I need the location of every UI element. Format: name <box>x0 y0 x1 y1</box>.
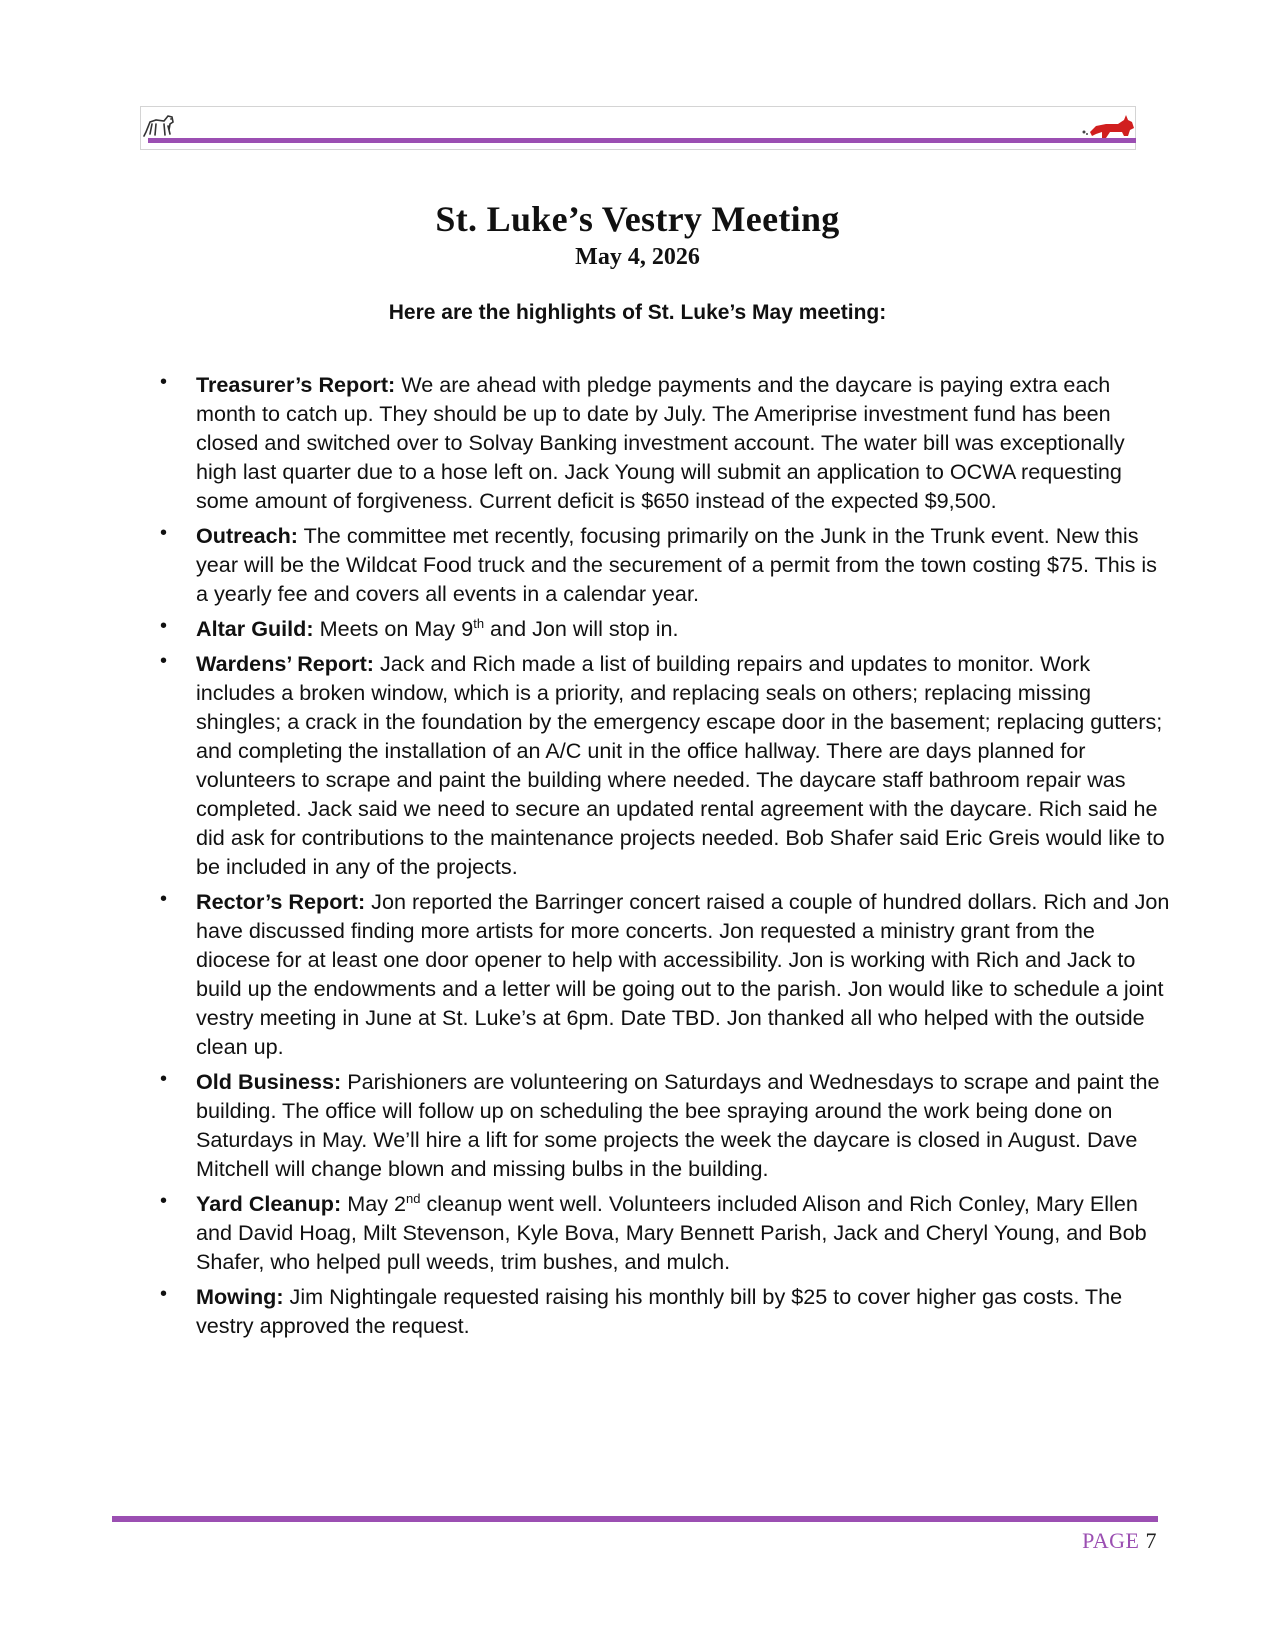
ordinal-suffix: nd <box>406 1190 421 1206</box>
item-text: May 2 <box>341 1191 407 1216</box>
item-text-continued: and Jon will stop in. <box>484 616 679 641</box>
list-item-treasurers-report <box>160 370 1170 515</box>
item-text: We are ahead with pledge payments and the daycare is paying extra each month to catch up. They should be up to date by July. The Ameriprise investment fund has been closed and switched over to Solvay Banking investment account. The water bill was exceptionally high last quarter due to a hose left on. Jack Young will submit an application to OCWA requesting some amount of forgiveness. Current deficit is $650 instead of the expected $9,500. <box>196 372 1125 513</box>
list-item-yard-cleanup <box>160 1189 1170 1276</box>
ordinal-suffix: th <box>473 615 485 631</box>
bullet-icon: • <box>160 1068 168 1090</box>
item-heading: Altar Guild: <box>196 616 314 641</box>
dog-sketch-icon <box>142 108 178 140</box>
page-number <box>1082 1528 1157 1554</box>
bullet-icon: • <box>160 371 168 393</box>
item-heading: Mowing: <box>196 1284 284 1309</box>
item-heading: Wardens’ Report: <box>196 651 374 676</box>
item-heading: Yard Cleanup: <box>196 1191 342 1216</box>
item-text: Parishioners are volunteering on Saturdays and Wednesdays to scrape and paint the building. The office will follow up on scheduling the bee spraying around the work being done on Saturdays in May. We’ll hire a lift for some projects the week the daycare is closed in August. Dave Mitchell will change blown and missing bulbs in the building. <box>196 1069 1160 1181</box>
bullet-icon: • <box>160 522 168 544</box>
bullet-icon: • <box>160 615 168 637</box>
list-item-rectors-report <box>160 887 1170 1061</box>
bullet-icon: • <box>160 1190 168 1212</box>
header-rule <box>148 138 1136 143</box>
item-text-continued: cleanup went well. Volunteers included Alison and Rich Conley, Mary Ellen and David Hoag, Milt Stevenson, Kyle Bova, Mary Bennett Parish, Jack and Cheryl Young, and Bob Shafer, who helped pull weeds, trim bushes, and mulch. <box>196 1191 1147 1274</box>
item-heading: Treasurer’s Report: <box>196 372 396 397</box>
list-item-outreach <box>160 521 1170 608</box>
bullet-icon: • <box>160 1283 168 1305</box>
highlights-list <box>160 370 1170 1346</box>
item-text: Jim Nightingale requested raising his monthly bill by $25 to cover higher gas costs. The vestry approved the request. <box>196 1284 1123 1338</box>
bullet-icon: • <box>160 650 168 672</box>
header-frame <box>140 106 1136 150</box>
item-text: Jon reported the Barringer concert raised a couple of hundred dollars. Rich and Jon have discussed finding more artists for more concerts. Jon requested a ministry grant from the diocese for at least one door opener to help with accessibility. Jon is working with Rich and Jack to build up the endowments and a letter will be going out to the parish. Jon would like to schedule a joint vestry meeting in June at St. Luke’s at 6pm. Date TBD. Jon thanked all who helped with the outside clean up. <box>196 889 1170 1059</box>
item-heading: Rector’s Report: <box>196 889 366 914</box>
list-item-altar-guild <box>160 614 1170 643</box>
item-text: The committee met recently, focusing primarily on the Junk in the Trunk event. New this year will be the Wildcat Food truck and the securement of a permit from the town costing $75. This is a yearly fee and covers all events in a calendar year. <box>196 523 1157 606</box>
intro-text: Here are the highlights of St. Luke’s May meeting: <box>388 301 887 324</box>
item-text: Meets on May 9 <box>313 616 474 641</box>
list-item-wardens-report <box>160 649 1170 881</box>
bullet-icon: • <box>160 888 168 910</box>
footer-rule <box>112 1516 1158 1522</box>
item-text: Jack and Rich made a list of building repairs and updates to monitor. Work includes a broken window, which is a priority, and replacing seals on others; replacing missing shingles; a crack in the foundation by the emergency escape door in the basement; replacing gutters; and completing the installation of an A/C unit in the office hallway. There are days planned for volunteers to scrape and paint the building where needed. The daycare staff bathroom repair was completed. Jack said we need to secure an updated rental agreement with the daycare. Rich said he did ask for contributions to the maintenance projects needed. Bob Shafer said Eric Greis would like to be included in any of the projects. <box>196 651 1165 879</box>
red-bull-icon <box>1080 112 1138 140</box>
list-item-mowing <box>160 1282 1170 1340</box>
list-item-old-business <box>160 1067 1170 1183</box>
item-heading: Outreach: <box>196 523 298 548</box>
page-title: St. Luke’s Vestry Meeting <box>435 199 840 239</box>
meeting-date: May 4, 2026 <box>575 244 700 270</box>
page-label-text: PAGE <box>1082 1528 1140 1553</box>
page-number-value: 7 <box>1145 1528 1157 1553</box>
item-heading: Old Business: <box>196 1069 342 1094</box>
